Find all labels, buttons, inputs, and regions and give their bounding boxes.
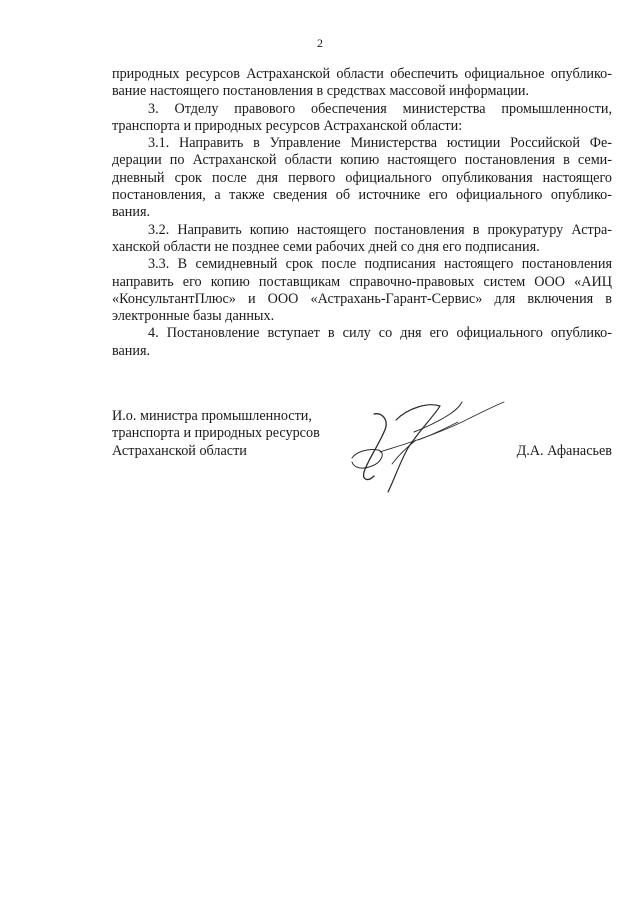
body-line: вания. — [112, 342, 151, 359]
paragraph-3-2: 3.2. Направить копию настоящего постановления в прокуратуру Астра- — [148, 221, 612, 238]
page-number: 2 — [317, 36, 323, 50]
body-line: «КонсультантПлюс» и ООО «Астрахань-Гарант-Сервис» для включения в — [112, 290, 612, 307]
body-line: дерации по Астраханской области копию настоящего постановления в семи- — [112, 152, 612, 169]
body-line: дневный срок после дня первого официального опубликования настоящего — [112, 169, 612, 186]
body-line: постановления, а также сведения об источнике его официального опублико- — [112, 187, 612, 204]
paragraph-4: 4. Постановление вступает в силу со дня его официального опублико- — [148, 325, 612, 342]
body-line: ханской области не позднее семи рабочих дней со дня его подписания. — [112, 238, 540, 255]
paragraph-3-1: 3.1. Направить в Управление Министерства юстиции Российской Фе- — [148, 135, 612, 152]
signatory-position-line: И.о. министра промышленности, — [112, 408, 312, 424]
body-line: транспорта и природных ресурсов Астраханской области: — [112, 117, 463, 134]
body-line: электронные базы данных. — [112, 308, 275, 325]
paragraph-3: 3. Отделу правового обеспечения министерства промышленности, — [148, 100, 612, 117]
handwritten-signature — [338, 392, 508, 502]
signatory-name: Д.А. Афанасьев — [516, 443, 612, 459]
body-line: вания. — [112, 204, 151, 221]
signatory-position-line: транспорта и природных ресурсов — [112, 425, 320, 442]
signatory-position-line: Астраханской области — [112, 442, 247, 459]
body-line: вание настоящего постановления в средствах массовой информации. — [112, 83, 530, 100]
body-line: направить его копию поставщикам справочно-правовых систем ООО «АИЦ — [112, 273, 612, 290]
signatory-position — [112, 408, 320, 460]
body-line: природных ресурсов Астраханской области обеспечить официальное опублико- — [112, 66, 612, 82]
document-body — [112, 66, 612, 360]
paragraph-3-3: 3.3. В семидневный срок после подписания настоящего постановления — [148, 256, 612, 273]
